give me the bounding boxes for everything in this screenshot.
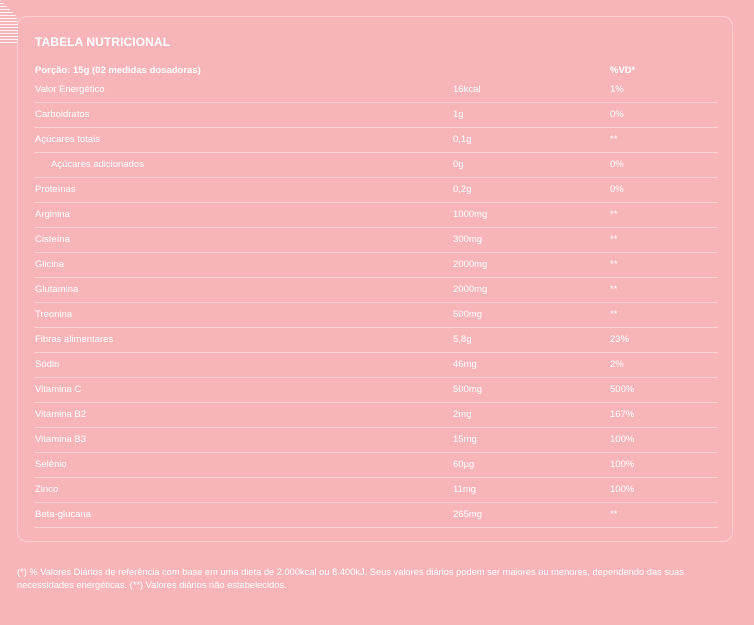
footnote: (*) % Valores Diários de referência com base em uma dieta de 2.000kcal ou 8.400kJ. Seus valores diários podem ser maiores ou menores, dependendo das suas necessidades energéticas. (**) Valores diários não estabelecidos. — [17, 567, 684, 590]
nutrient-amount: 0g — [453, 159, 464, 170]
nutrient-name: Selênio — [35, 459, 67, 470]
table-row — [35, 378, 718, 403]
table-row — [35, 178, 718, 203]
table-row — [35, 228, 718, 253]
nutrient-name: Vitamina B3 — [35, 434, 87, 445]
nutrient-amount: 1g — [453, 109, 464, 120]
table-row — [35, 78, 718, 103]
nutrient-name: Carboidratos — [35, 109, 90, 120]
table-title: TABELA NUTRICIONAL — [35, 35, 171, 49]
nutrient-name: Vitamina C — [35, 384, 82, 395]
nutrient-amount: 2000mg — [453, 259, 488, 270]
nutrient-vd: 167% — [610, 409, 635, 420]
nutrient-name: Glicina — [35, 259, 65, 270]
nutrient-amount: 2mg — [453, 409, 472, 420]
nutrient-amount: 500mg — [453, 309, 483, 320]
table-row — [35, 303, 718, 328]
table-row — [35, 403, 718, 428]
nutrient-name: Glutamina — [35, 284, 79, 295]
nutrient-vd: 2% — [610, 359, 624, 370]
nutrient-name: Açúcares totais — [35, 134, 100, 145]
nutrient-vd: 23% — [610, 334, 630, 345]
nutrient-name: Fibras alimentares — [35, 334, 114, 345]
nutrient-amount: 15mg — [453, 434, 477, 445]
table-row — [35, 453, 718, 478]
nutrient-amount: 16kcal — [453, 84, 481, 95]
table-header-row — [35, 63, 718, 78]
nutrient-amount: 11mg — [453, 484, 477, 495]
nutrient-vd: 100% — [610, 434, 635, 445]
nutrient-vd: ** — [610, 509, 618, 520]
nutrient-vd: 100% — [610, 484, 635, 495]
nutrition-table-card — [17, 16, 733, 542]
nutrient-vd: 0% — [610, 159, 624, 170]
nutrient-vd: ** — [610, 309, 618, 320]
nutrient-name: Sódio — [35, 359, 60, 370]
table-row — [35, 103, 718, 128]
nutrient-name: Vitamina B2 — [35, 409, 87, 420]
nutrient-name: Beta-glucana — [35, 509, 91, 520]
table-row — [35, 278, 718, 303]
nutrient-name: Zinco — [35, 484, 59, 495]
nutrient-amount: 2000mg — [453, 284, 488, 295]
nutrient-vd: 500% — [610, 384, 635, 395]
table-row — [35, 353, 718, 378]
nutrient-name: Valor Energético — [35, 84, 105, 95]
nutrient-vd: ** — [610, 209, 618, 220]
nutrient-name: Arginina — [35, 209, 70, 220]
nutrient-vd: 0% — [610, 109, 624, 120]
nutrient-amount: 500mg — [453, 384, 483, 395]
table-row — [35, 253, 718, 278]
nutrition-table — [35, 63, 718, 528]
nutrient-amount: 46mg — [453, 359, 477, 370]
nutrient-name: Treonina — [35, 309, 73, 320]
nutrient-amount: 60µg — [453, 459, 475, 470]
nutrient-name: Cisteína — [35, 234, 70, 245]
nutrient-amount: 300mg — [453, 234, 483, 245]
table-row — [35, 203, 718, 228]
nutrient-vd: ** — [610, 284, 618, 295]
nutrient-vd: 0% — [610, 184, 624, 195]
nutrient-vd: 100% — [610, 459, 635, 470]
table-row — [35, 128, 718, 153]
table-row — [35, 478, 718, 503]
vd-header: %VD* — [610, 65, 636, 76]
nutrient-name: Proteínas — [35, 184, 76, 195]
portion-label: Porção: 15g (02 medidas dosadoras) — [35, 65, 201, 76]
nutrient-vd: ** — [610, 234, 618, 245]
nutrient-amount: 0,2g — [453, 184, 472, 195]
corner-decoration — [0, 0, 18, 44]
nutrient-name: Açúcares adicionados — [51, 159, 144, 170]
nutrient-vd: ** — [610, 134, 618, 145]
table-row — [35, 328, 718, 353]
nutrient-vd: ** — [610, 259, 618, 270]
table-row — [35, 153, 718, 178]
nutrient-vd: 1% — [610, 84, 624, 95]
nutrient-amount: 0,1g — [453, 134, 472, 145]
table-row — [35, 428, 718, 453]
nutrient-amount: 265mg — [453, 509, 483, 520]
nutrient-amount: 5,8g — [453, 334, 472, 345]
table-row — [35, 503, 718, 528]
nutrient-amount: 1000mg — [453, 209, 488, 220]
